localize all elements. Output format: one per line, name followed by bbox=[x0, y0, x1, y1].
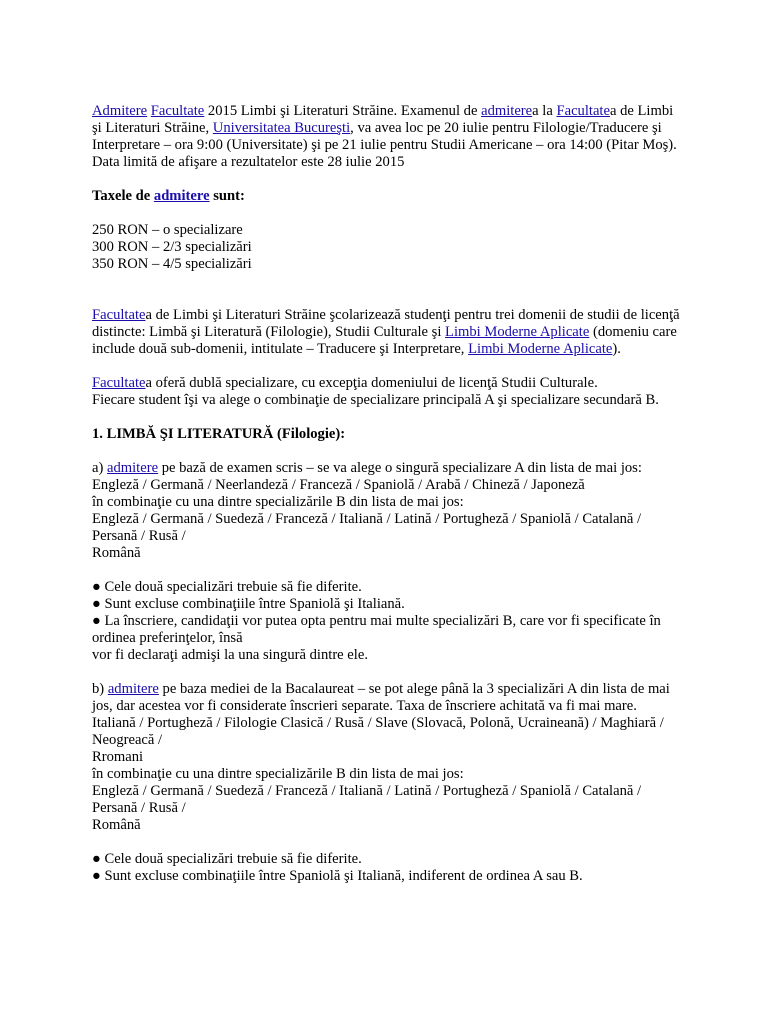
double-text-1: a oferă dublă specializare, cu excepţia domeniului de licenţă Studii Culturale. bbox=[145, 375, 598, 391]
bullet-item: ● Cele două specializări trebuie să fie diferite. bbox=[92, 851, 362, 867]
part-a-text: pe bază de examen scris – se va alege o singură specializare A din lista de mai jos: bbox=[158, 460, 642, 476]
domains-text-2: (domeniu care include două sub-domenii, intitulate – Traducere şi Interpretare, bbox=[92, 324, 677, 357]
intro-text-2: a la bbox=[532, 103, 557, 119]
facultate-link[interactable]: Facultate bbox=[150, 103, 205, 119]
fee-line: 250 RON – o specializare bbox=[92, 222, 243, 238]
facultate-link-2[interactable]: Facultate bbox=[556, 103, 610, 119]
document-body bbox=[92, 103, 684, 885]
part-a-prefix: a) bbox=[92, 460, 107, 476]
part-a-list-b-2: Română bbox=[92, 545, 141, 561]
part-b-intro bbox=[92, 681, 684, 715]
intro-paragraph bbox=[92, 103, 684, 171]
part-a-combo: în combinaţie cu una dintre specializările B din lista de mai jos: bbox=[92, 494, 464, 510]
fee-line: 300 RON – 2/3 specializări bbox=[92, 239, 252, 255]
fees-list bbox=[92, 222, 684, 273]
part-a-list-a: Engleză / Germană / Neerlandeză / Franceză / Spaniolă / Arabă / Chineză / Japoneză bbox=[92, 477, 585, 493]
part-a-list-b: Engleză / Germană / Suedeză / Franceză / Italiană / Latină / Portugheză / Spaniolă / Catalană / Persană / Rusă / bbox=[92, 511, 642, 544]
part-b-list-a-2: Rromani bbox=[92, 749, 144, 765]
double-text-2: Fiecare student îşi va alege o combinaţie de specializare principală A şi specializare secundară B. bbox=[92, 392, 659, 408]
fees-heading-post: sunt: bbox=[209, 188, 245, 204]
facultate-link-3[interactable]: Facultate bbox=[92, 307, 146, 323]
part-b-list-a: Italiană / Portugheză / Filologie Clasică / Rusă / Slave (Slovacă, Polonă, Ucraineană) / Maghiară / Neogreacă / bbox=[92, 715, 664, 748]
double-paragraph bbox=[92, 375, 684, 409]
part-b-list-b-2: Română bbox=[92, 817, 141, 833]
part-a-bullets bbox=[92, 579, 684, 664]
intro-text-4: , va avea loc pe 20 iulie pentru Filologie/Traducere şi Interpretare – ora 9:00 (Universitate) şi pe 21 iulie pentru Studii Americane – ora 14:00 (Pitar Moş). Data limită de afişare a rezultatelor este 28 iulie 2015 bbox=[92, 120, 677, 170]
facultate-link-4[interactable]: Facultate bbox=[92, 375, 146, 391]
bullet-item: ● Sunt excluse combinaţiile între Spaniolă şi Italiană. bbox=[92, 596, 405, 612]
part-a-admitere-link[interactable]: admitere bbox=[107, 460, 159, 476]
admitere-link[interactable]: Admitere bbox=[92, 103, 148, 119]
section-1-title-bold: 1. LIMBĂ ŞI LITERATURĂ bbox=[92, 426, 274, 442]
lma-link-2[interactable]: Limbi Moderne Aplicate bbox=[468, 341, 613, 357]
lma-link[interactable]: Limbi Moderne Aplicate bbox=[445, 324, 590, 340]
admitere-link-2[interactable]: admitere bbox=[481, 103, 533, 119]
intro-text-1: 2015 Limbi şi Literaturi Străine. Examenul de bbox=[204, 103, 482, 119]
part-b-combo: în combinaţie cu una dintre specializările B din lista de mai jos: bbox=[92, 766, 464, 782]
section-1-title-rest: (Filologie): bbox=[273, 426, 346, 442]
part-b-text: pe baza mediei de la Bacalaureat – se pot alege până la 3 specializări A din lista de mai jos, dar acestea vor fi considerate înscrieri separate. Taxa de înscriere achitată va fi mai mare. bbox=[92, 681, 670, 714]
fees-admitere-link[interactable]: admitere bbox=[153, 188, 210, 204]
bullet-item: ● Cele două specializări trebuie să fie diferite. bbox=[92, 579, 362, 595]
fees-heading bbox=[92, 188, 684, 205]
bullet-item: vor fi declaraţi admişi la una singură dintre ele. bbox=[92, 647, 368, 663]
fee-line: 350 RON – 4/5 specializări bbox=[92, 256, 252, 272]
part-b-prefix: b) bbox=[92, 681, 108, 697]
part-b bbox=[92, 681, 684, 834]
section-1-title bbox=[92, 426, 684, 443]
domains-paragraph bbox=[92, 307, 684, 358]
part-b-list-b: Engleză / Germană / Suedeză / Franceză / Italiană / Latină / Portugheză / Spaniolă / Catalană / Persană / Rusă / bbox=[92, 783, 642, 816]
intro-text-3: a de Limbi şi Literaturi Străine, bbox=[92, 103, 674, 136]
universitatea-link[interactable]: Universitatea Bucureşti bbox=[212, 120, 351, 136]
part-b-bullets bbox=[92, 851, 684, 885]
bullet-item: ● Sunt excluse combinaţiile între Spaniolă şi Italiană, indiferent de ordinea A sau B. bbox=[92, 868, 583, 884]
bullet-item: ● La înscriere, candidaţii vor putea opta pentru mai multe specializări B, care vor fi specificate în ordinea preferinţelor, însă bbox=[92, 613, 661, 646]
domains-text-3: ). bbox=[612, 341, 621, 357]
part-b-admitere-link[interactable]: admitere bbox=[107, 681, 159, 697]
domains-text-1: a de Limbi şi Literaturi Străine şcolarizează studenţi pentru trei domenii de studii de licenţă distincte: Limbă şi Literatură (Filologie), Studii Culturale şi bbox=[92, 307, 680, 340]
fees-heading-pre: Taxele de bbox=[92, 188, 154, 204]
part-a-intro bbox=[92, 460, 684, 477]
part-a bbox=[92, 460, 684, 562]
